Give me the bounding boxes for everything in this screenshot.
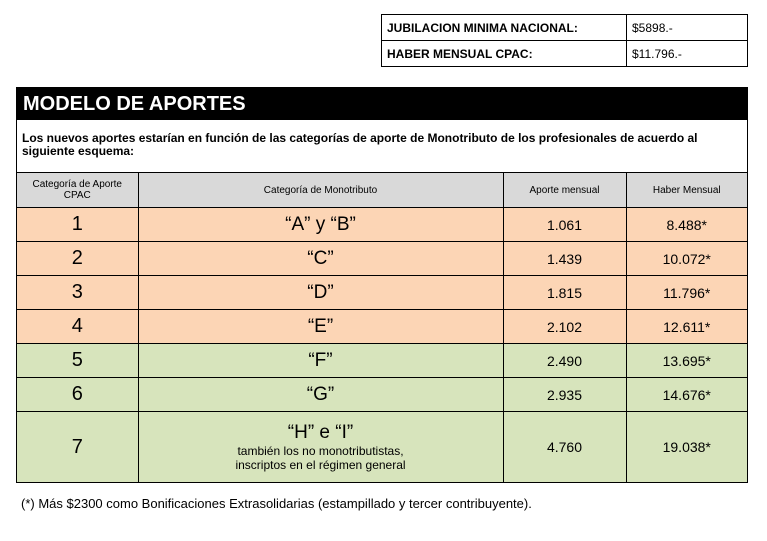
summary-label: JUBILACION MINIMA NACIONAL: [382, 15, 627, 41]
contributions-block [16, 87, 748, 483]
summary-value: $11.796.- [627, 41, 748, 67]
cell-monthly-contribution: 2.102 [503, 310, 626, 344]
cell-monthly-contribution: 4.760 [503, 412, 626, 483]
cell-monotributo-category: “G” [138, 378, 503, 412]
table-row [17, 276, 747, 310]
cell-monthly-contribution: 2.490 [503, 344, 626, 378]
summary-table [381, 14, 748, 67]
cell-cpac-category: 7 [17, 412, 138, 483]
cell-monthly-benefit: 14.676* [626, 378, 747, 412]
table-row [17, 208, 747, 242]
footnote: (*) Más $2300 como Bonificaciones Extrasolidarias (estampillado y tercer contribuyente). [21, 496, 532, 511]
cell-monthly-contribution: 1.061 [503, 208, 626, 242]
cell-cpac-category: 2 [17, 242, 138, 276]
cell-monotributo-category: “C” [138, 242, 503, 276]
cell-monotributo-category [138, 412, 503, 483]
header-row [17, 173, 747, 208]
cell-monthly-contribution: 2.935 [503, 378, 626, 412]
monotributo-note-line-2: inscriptos en el régimen general [235, 458, 406, 472]
summary-row [382, 41, 748, 67]
cell-cpac-category: 3 [17, 276, 138, 310]
contributions-table [17, 172, 747, 482]
cell-cpac-category: 4 [17, 310, 138, 344]
cell-cpac-category: 5 [17, 344, 138, 378]
header-monotributo-category: Categoría de Monotributo [138, 173, 503, 208]
table-row [17, 310, 747, 344]
summary-value: $5898.- [627, 15, 748, 41]
cell-monotributo-category: “A” y “B” [138, 208, 503, 242]
monotributo-note-line-1: también los no monotributistas, [237, 444, 404, 458]
table-row [17, 344, 747, 378]
cell-cpac-category: 1 [17, 208, 138, 242]
cell-monthly-benefit: 13.695* [626, 344, 747, 378]
monotributo-category-text: “H” e “I” [287, 422, 354, 443]
cell-monthly-contribution: 1.439 [503, 242, 626, 276]
table-row [17, 412, 747, 483]
cell-monotributo-category: “D” [138, 276, 503, 310]
cell-cpac-category: 6 [17, 378, 138, 412]
table-row [17, 378, 747, 412]
summary-label: HABER MENSUAL CPAC: [382, 41, 627, 67]
cell-monthly-benefit: 10.072* [626, 242, 747, 276]
cell-monotributo-category: “F” [138, 344, 503, 378]
cell-monotributo-category: “E” [138, 310, 503, 344]
summary-row [382, 15, 748, 41]
intro-text: Los nuevos aportes estarían en función de las categorías de aporte de Monotributo de los profesionales de acuerdo al siguiente esquema: [22, 131, 698, 158]
cell-monthly-benefit: 8.488* [626, 208, 747, 242]
table-row [17, 242, 747, 276]
header-monthly-contribution: Aporte mensual [503, 173, 626, 208]
cell-monthly-benefit: 12.611* [626, 310, 747, 344]
header-monthly-benefit: Haber Mensual [626, 173, 747, 208]
cell-monthly-contribution: 1.815 [503, 276, 626, 310]
header-cpac-category: Categoría de Aporte CPAC [17, 173, 138, 208]
block-title: MODELO DE APORTES [17, 88, 747, 120]
cell-monthly-benefit: 19.038* [626, 412, 747, 483]
cell-monthly-benefit: 11.796* [626, 276, 747, 310]
